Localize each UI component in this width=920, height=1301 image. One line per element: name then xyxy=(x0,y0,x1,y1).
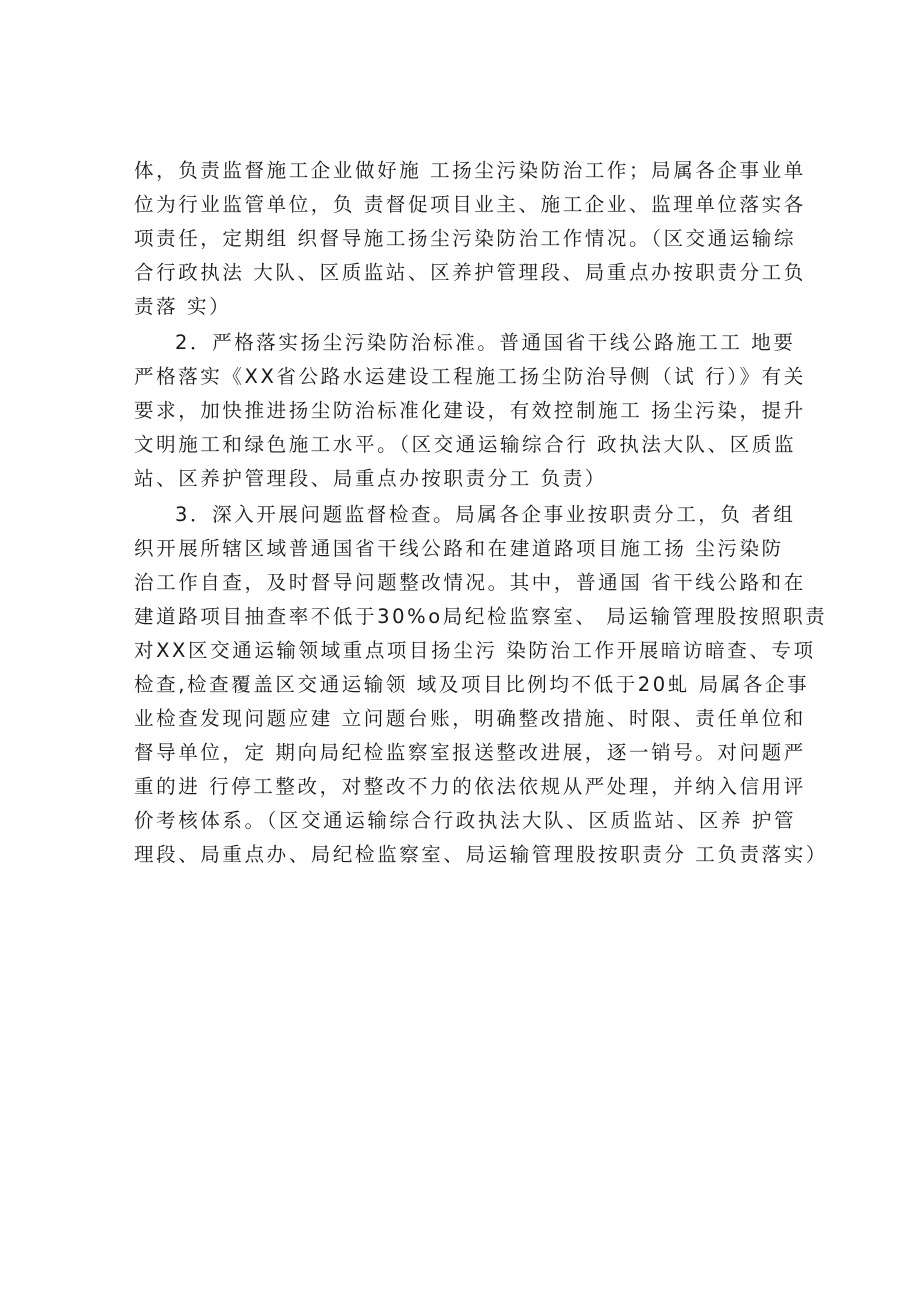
text-line: 建道路项目抽查率不低于30%o局纪检监察室、 局运输管理股按照职责 xyxy=(134,605,828,628)
text-line: 督导单位，定 期向局纪检监察室报送整改进展，逐一销号。对问题严 xyxy=(134,741,806,764)
text-line: 文明施工和绿色施工水平。（区交通运输综合行 政执法大队、区质监 xyxy=(134,433,797,456)
text-line: 3．深入开展问题监督检查。局属各企事业按职责分工，负 者组 xyxy=(175,503,796,526)
text-line: 合行政执法 大队、区质监站、区养护管理段、局重点办按职责分工负 xyxy=(134,261,806,284)
text-line: 体，负责监督施工企业做好施 工扬尘污染防治工作；局属各企事业单 xyxy=(134,159,806,182)
text-line: 织开展所辖区域普通国省干线公路和在建道路项目施工扬 尘污染防 xyxy=(134,537,784,560)
text-line: 责落 实） xyxy=(134,295,232,318)
text-line: 业检查发现问题应建 立问题台账，明确整改措施、时限、责任单位和 xyxy=(134,707,806,730)
text-line: 重的进 行停工整改，对整改不力的依法依规从严处理，并纳入信用评 xyxy=(134,775,806,798)
text-line: 理段、局重点办、局纪检监察室、局运输管理股按职责分 工负责落实） xyxy=(134,843,828,866)
text-line: 项责任，定期组 织督导施工扬尘污染防治工作情况。（区交通运输综 xyxy=(134,227,797,250)
text-line: 位为行业监管单位，负 责督促项目业主、施工企业、监理单位落实各 xyxy=(134,193,806,216)
text-line: 治工作自查，及时督导问题整改情况。其中，普通国 省干线公路和在 xyxy=(134,571,806,594)
text-line: 严格落实《XX省公路水运建设工程施工扬尘防治导侧（试 行）》有关 xyxy=(134,365,806,388)
text-line: 对XX区交通运输领域重点项目扬尘污 染防治工作开展暗访暗查、专项 xyxy=(134,639,816,662)
text-line: 检查,检查覆盖区交通运输领 域及项目比例均不低于20虬 局属各企事 xyxy=(134,673,810,696)
text-line: 2．严格落实扬尘污染防治标准。普通国省干线公路施工工 地要 xyxy=(175,331,796,354)
text-line: 价考核体系。（区交通运输综合行政执法大队、区质监站、区养 护管 xyxy=(134,809,797,832)
text-line: 要求，加快推进扬尘防治标准化建设，有效控制施工 扬尘污染，提升 xyxy=(134,399,806,422)
text-line: 站、区养护管理段、局重点办按职责分工 负责） xyxy=(134,467,607,490)
